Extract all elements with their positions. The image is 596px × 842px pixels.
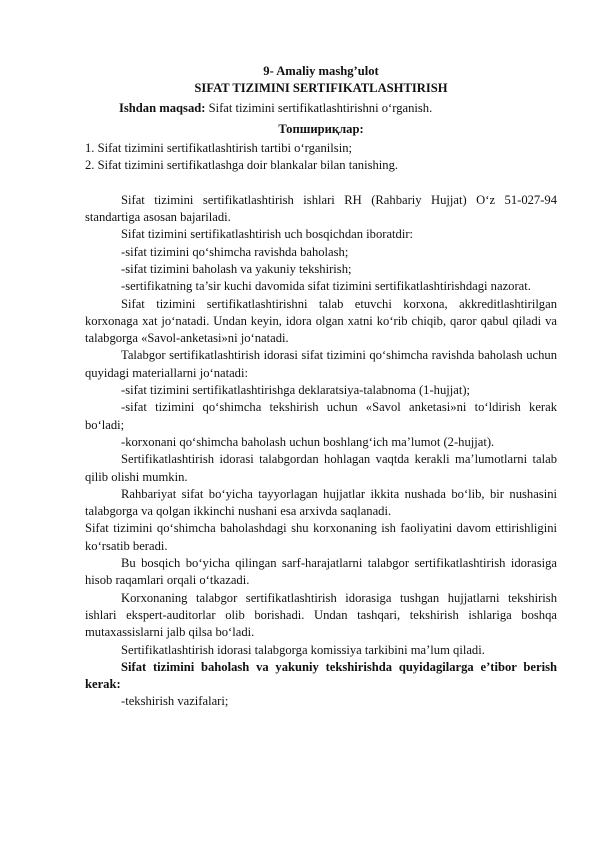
body-paragraph: Sertifikatlashtirish idorasi talabgordan hohlagan vaqtda kerakli ma’lumotlarni talab qilib olishi mumkin.	[85, 452, 557, 484]
list-item: -korxonani qo‘shimcha baholash uchun boshlang‘ich ma’lumot (2-hujjat).	[121, 434, 495, 449]
body-paragraph: Sertifikatlashtirish idorasi talabgorga komissiya tarkibini ma’lum qiladi.	[121, 642, 485, 657]
list-item: -sifat tizimini sertifikatlashtirishga deklaratsiya-talabnoma (1-hujjat);	[121, 383, 471, 398]
body-paragraph: Talabgor sertifikatlashtirish idorasi sifat tizimini qo‘shimcha ravishda baholash uchun quyidagi materiallarni jo‘natadi:	[85, 348, 557, 380]
list-item: -sifat tizimini baholash va yakuniy tekshirish;	[121, 261, 352, 276]
blank-line	[85, 175, 557, 192]
document-page	[85, 63, 557, 711]
list-item: -sifat tizimini qo‘shimcha ravishda baholash;	[121, 244, 349, 259]
body-paragraph: Rahbariyat sifat bo‘yicha tayyorlagan hujjatlar ikkita nushada bo‘lib, bir nushasini talabgorga va qolgan ikkinchi nushani esa arxivda saqlanadi.	[85, 486, 557, 519]
goal-line	[119, 100, 557, 117]
list-item: -sertifikatning ta’sir kuchi davomida sifat tizimini sertifikatlashtirishdagi nazorat.	[121, 279, 531, 294]
list-item: -sifat tizimini qo‘shimcha tekshirish uchun «Savol anketasi»ni to‘ldirish kerak bo‘ladi;	[85, 400, 557, 432]
lesson-title: SIFAT TIZIMINI SERTIFIKATLASHTIRISH	[194, 81, 448, 96]
list-item: -tekshirish vazifalari;	[121, 694, 229, 709]
body-paragraph: Sifat tizimini sertifikatlashtirish ishlari RH (Rahbariy Hujjat) O‘z 51-027-94 standartiga asosan bajariladi.	[85, 192, 557, 225]
goal-label: Ishdan maqsad:	[119, 100, 206, 115]
task-item: 1. Sifat tizimini sertifikatlashtirish tartibi o‘rganilsin;	[85, 141, 352, 156]
tasks-heading: Топшириқлар:	[278, 121, 364, 136]
body-paragraph: Sifat tizimini qo‘shimcha baholashdagi shu korxonaning ish faoliyatini davom ettirishligini ko‘rsatib beradi.	[85, 521, 557, 553]
body-paragraph: Sifat tizimini sertifikatlashtirishni talab etuvchi korxona, akkreditlashtirilgan korxonaga xat jo‘natadi. Undan keyin, idora olgan xatni ko‘rib chiqib, qaror qabul qiladi va talabgorga «Savol-anketasi»ni jo‘natadi.	[85, 296, 557, 346]
body-paragraph: Sifat tizimini sertifikatlashtirish uch bosqichdan iboratdir:	[121, 227, 414, 242]
body-paragraph: Bu bosqich bo‘yicha qilingan sarf-harajatlarni talabgor sertifikatlashtirish idorasiga hisob raqamlari orqali o‘tkazadi.	[85, 556, 557, 588]
task-item: 2. Sifat tizimini sertifikatlashga doir blankalar bilan tanishing.	[85, 158, 399, 173]
emphasis-paragraph: Sifat tizimini baholash va yakuniy tekshirishda quyidagilarga e’tibor berish kerak:	[85, 659, 557, 692]
goal-text: Sifat tizimini sertifikatlashtirishni o‘rganish.	[205, 100, 433, 115]
body-paragraph: Korxonaning talabgor sertifikatlashtirish idorasiga tushgan hujjatlarni tekshirish ishlari ekspert-auditorlar olib borishadi. Undan tashqari, tekshirish ishlariga boshqa mutaxassislarni jalb qilsa bo‘ladi.	[85, 590, 557, 640]
lesson-number: 9- Amaliy mashg’ulot	[263, 64, 379, 78]
